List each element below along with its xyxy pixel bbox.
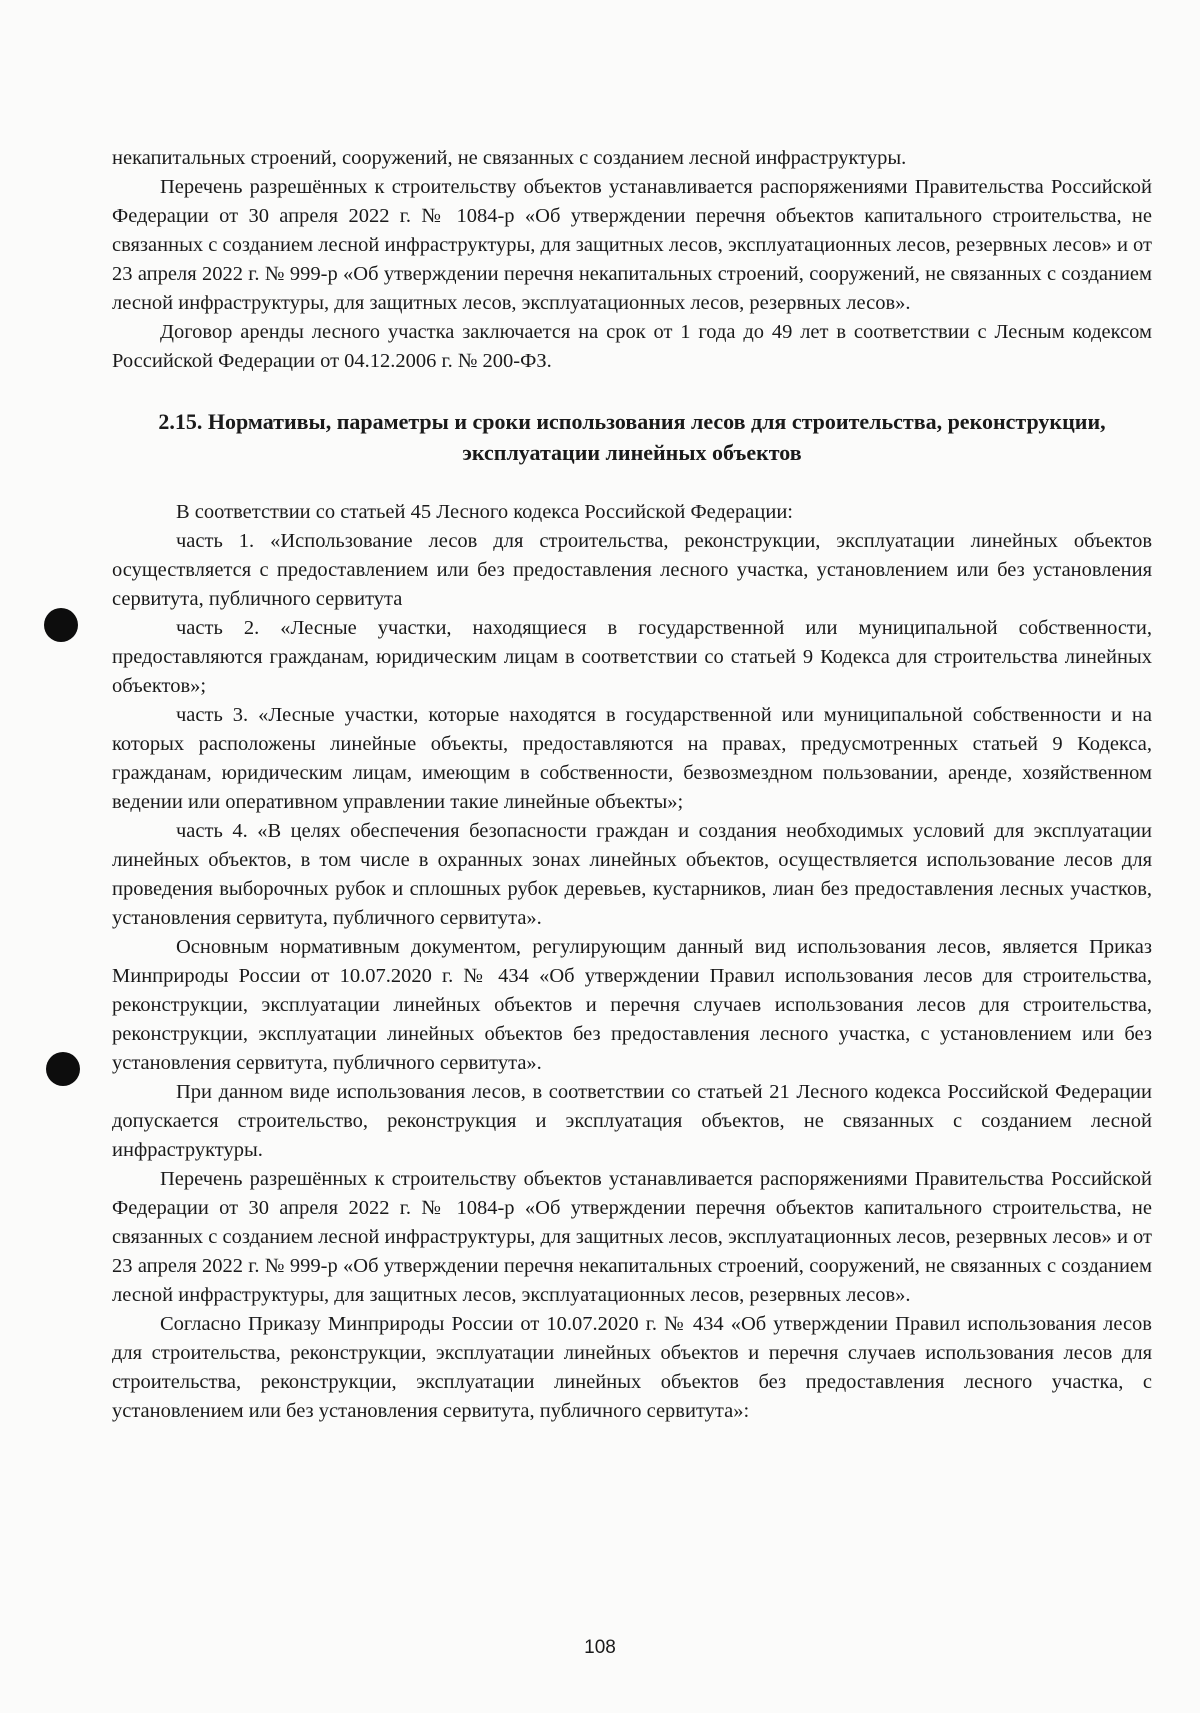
paragraph-main-regulation: Основным нормативным документом, регулирующим данный вид использования лесов, является Приказ Минприроды России от 10.07.2020 г. № 434 «Об утверждении Правил использования лесов для строительства, реконструкции, эксплуатации линейных объектов и перечня случаев использования лесов для строительства, реконструкции, эксплуатации линейных объектов без предоставления лесного участка, с установлением или без установления сервитута, публичного сервитута». <box>112 936 1152 1074</box>
page-content <box>112 144 1152 1426</box>
paragraph-permitted-objects-2: Перечень разрешённых к строительству объектов устанавливается распоряжениями Правительства Российской Федерации от 30 апреля 2022 г. № 1084-р «Об утверждении перечня объектов капитального строительства, не связанных с созданием лесной инфраструктуры, для защитных лесов, эксплуатационных лесов, резервных лесов» и от 23 апреля 2022 г. № 999-р «Об утверждении перечня некапитальных строений, сооружений, не связанных с созданием лесной инфраструктуры, для защитных лесов, эксплуатационных лесов, резервных лесов». <box>112 1168 1152 1306</box>
paragraph-article-45: В соответствии со статьей 45 Лесного кодекса Российской Федерации: <box>176 501 793 523</box>
punch-hole-icon <box>44 608 78 642</box>
punch-hole-icon <box>46 1052 80 1086</box>
paragraph-part-3: часть 3. «Лесные участки, которые находятся в государственной или муниципальной собственности и на которых расположены линейные объекты, предоставляются на правах, предусмотренных статьей 9 Кодекса, гражданам, юридическим лицам, имеющим в собственности, безвозмездном пользовании, аренде, хозяйственном ведении или оперативном управлении такие линейные объекты»; <box>112 704 1152 813</box>
paragraph-lease-term: Договор аренды лесного участка заключается на срок от 1 года до 49 лет в соответствии с Лесным кодексом Российской Федерации от 04.12.2006 г. № 200-ФЗ. <box>112 321 1152 372</box>
paragraph-order-434: Согласно Приказу Минприроды России от 10.07.2020 г. № 434 «Об утверждении Правил использования лесов для строительства, реконструкции, эксплуатации линейных объектов и перечня случаев использования лесов для строительства, реконструкции, эксплуатации линейных объектов без предоставления лесного участка, с установлением или без установления сервитута, публичного сервитута»: <box>112 1313 1152 1422</box>
paragraph-part-1: часть 1. «Использование лесов для строительства, реконструкции, эксплуатации линейных объектов осуществляется с предоставлением или без предоставления лесного участка, установлением или без установления сервитута, публичного сервитута <box>112 530 1152 610</box>
paragraph-part-2: часть 2. «Лесные участки, находящиеся в государственной или муниципальной собственности, предоставляются гражданам, юридическим лицам в соответствии со статьей 9 Кодекса для строительства линейных объектов»; <box>112 617 1152 697</box>
paragraph-permitted-objects: Перечень разрешённых к строительству объектов устанавливается распоряжениями Правительства Российской Федерации от 30 апреля 2022 г. № 1084-р «Об утверждении перечня объектов капитального строительства, не связанных с созданием лесной инфраструктуры, для защитных лесов, эксплуатационных лесов, резервных лесов» и от 23 апреля 2022 г. № 999-р «Об утверждении перечня некапитальных строений, сооружений, не связанных с созданием лесной инфраструктуры, для защитных лесов, эксплуатационных лесов, резервных лесов». <box>112 176 1152 314</box>
paragraph-part-4: часть 4. «В целях обеспечения безопасности граждан и создания необходимых условий для эксплуатации линейных объектов, в том числе в охранных зонах линейных объектов, осуществляется использование лесов для проведения выборочных рубок и сплошных рубок деревьев, кустарников, лиан без предоставления лесных участков, установления сервитута, публичного сервитута». <box>112 820 1152 929</box>
paragraph-continuation: некапитальных строений, сооружений, не связанных с созданием лесной инфраструктуры. <box>112 147 907 169</box>
section-heading: 2.15. Нормативы, параметры и сроки использования лесов для строительства, реконструкции, эксплуатации линейных объектов <box>158 409 1106 465</box>
paragraph-article-21: При данном виде использования лесов, в соответствии со статьей 21 Лесного кодекса Российской Федерации допускается строительство, реконструкция и эксплуатация объектов, не связанных с созданием лесной инфраструктуры. <box>112 1081 1152 1161</box>
page-number: 108 <box>584 1637 616 1658</box>
